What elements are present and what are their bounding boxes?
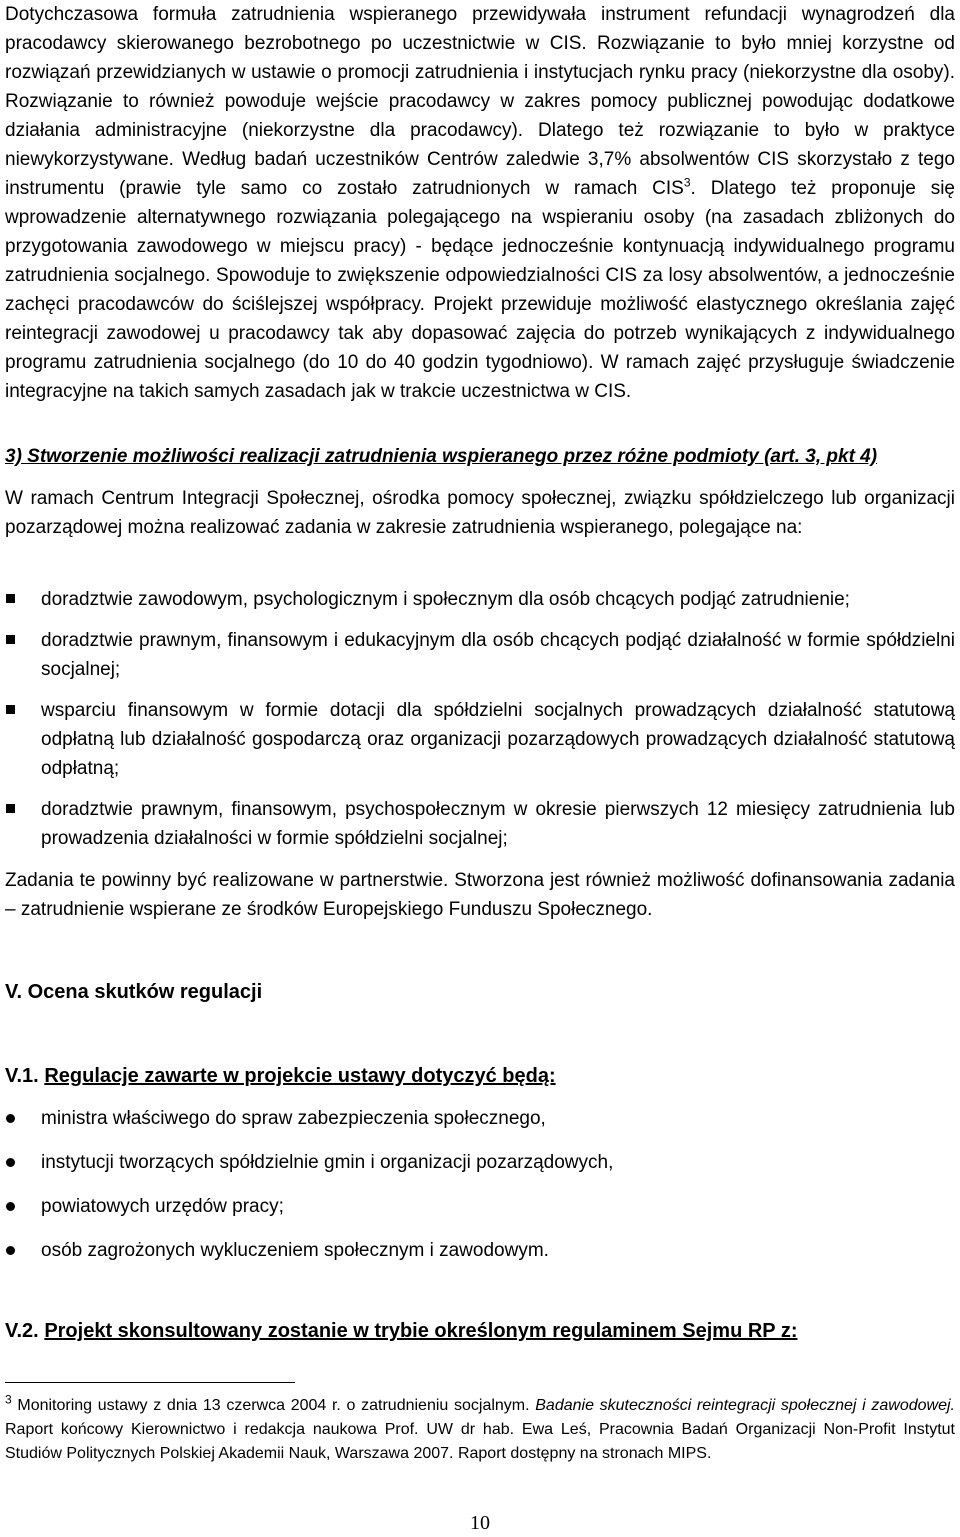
square-bullet-icon [6, 705, 15, 714]
section-v-heading: V. Ocena skutków regulacji [5, 981, 263, 1003]
page-number: 10 [470, 1512, 490, 1534]
paragraph-intro-text: Dotychczasowa formuła zatrudnienia wspieranego przewidywała instrument refundacji wynagrodzeń dla pracodawcy skierowanego bezrobotnego po uczestnictwie w CIS. Rozwiązanie to było mniej korzystne od rozwiązań przewidzianych w ustawie o promocji zatrudnienia i instytucjach rynku pracy (niekorzystne dla osoby). Rozwiązanie to również powoduje wejście pracodawcy w zakres pomocy publicznej powodując dodatkowe działania administracyjne (niekorzystne dla pracodawcy). Dlatego też rozwiązanie to było w praktyce niewykorzystywane. Według badań uczestników Centrów zaledwie 3,7% absolwentów CIS skorzystało z tego instrumentu (prawie tyle samo co zostało zatrudnionych w ramach CIS [5, 4, 955, 199]
round-bullet-icon [6, 1114, 15, 1123]
list-item [5, 585, 955, 614]
section-v1-list [5, 1104, 955, 1265]
section-3-closing: Zadania te powinny być realizowane w partnerstwie. Stworzona jest również możliwość dofinansowania zadania – zatrudnienie wspierane ze środków Europejskiego Funduszu Społecznego. [5, 870, 955, 920]
list-item-text: wsparciu finansowym w formie dotacji dla spółdzielni socjalnych prowadzących działalność statutową odpłatną lub działalność gospodarczą oraz organizacji pozarządowych prowadzących działalność statutową odpłatną; [41, 700, 955, 779]
footnote-text-continued: Raport końcowy Kierownictwo i redakcja naukowa Prof. UW dr hab. Ewa Leś, Pracownia Badań Organizacji Non-Profit Instytut Studiów Politycznych Polskiej Akademii Nauk, Warszawa 2007. Raport dostępny na stronach MIPS. [5, 1421, 955, 1462]
section-v2-title: Projekt skonsultowany zostanie w trybie określonym regulaminem Sejmu RP z: [44, 1320, 798, 1342]
list-item [5, 1236, 955, 1265]
section-3-heading: 3) Stworzenie możliwości realizacji zatrudnienia wspieranego przez różne podmioty (art. 3, pkt 4) [5, 446, 878, 467]
footnote-text: Monitoring ustawy z dnia 13 czerwca 2004 r. o zatrudnieniu socjalnym. [11, 1397, 536, 1414]
list-item [5, 1192, 955, 1221]
section-v1-number: V.1. [5, 1065, 39, 1087]
footnote [5, 1394, 955, 1466]
footnote-title: Badanie skuteczności reintegracji społecznej i zawodowej. [535, 1397, 955, 1414]
round-bullet-icon [6, 1246, 15, 1255]
paragraph-intro [5, 0, 955, 406]
list-item-text: doradztwie zawodowym, psychologicznym i społecznym dla osób chcących podjąć zatrudnienie; [41, 589, 850, 610]
square-bullet-icon [6, 594, 15, 603]
section-v2-heading [5, 1317, 798, 1346]
section-v2-number: V.2. [5, 1320, 39, 1342]
list-item-text: doradztwie prawnym, finansowym, psychospołecznym w okresie pierwszych 12 miesięcy zatrudnienia lub prowadzenia działalności w formie spółdzielni socjalnej; [41, 799, 955, 849]
footnote-divider [5, 1382, 295, 1383]
section-v1-heading [5, 1062, 556, 1091]
footnote-number: 3 [5, 1392, 12, 1407]
list-item-text: doradztwie prawnym, finansowym i edukacyjnym dla osób chcących podjąć działalność w formie spółdzielni socjalnej; [41, 630, 955, 680]
list-item-text: ministra właściwego do spraw zabezpieczenia społecznego, [41, 1108, 546, 1129]
list-item [5, 696, 955, 783]
list-item-text: osób zagrożonych wykluczeniem społecznym i zawodowym. [41, 1240, 549, 1261]
paragraph-intro-text-continued: . Dlatego też proponuje się wprowadzenie alternatywnego rozwiązania polegającego na wspieraniu osoby (na zasadach zbliżonych do przygotowania zawodowego w miejscu pracy) - będące jednocześnie kontynuacją indywidualnego programu zatrudnienia socjalnego. Spowoduje to zwiększenie odpowiedzialności CIS za losy absolwentów, a jednocześnie zachęci pracodawców do ściślejszej współpracy. Projekt przewiduje możliwość elastycznego określania zajęć reintegracji zawodowej u pracodawcy tak aby dopasować zajęcia do potrzeb wynikających z indywidualnego programu zatrudnienia socjalnego (do 10 do 40 godzin tygodniowo). W ramach zajęć przysługuje świadczenie integracyjne na takich samych zasadach jak w trakcie uczestnictwa w CIS. [5, 178, 955, 402]
square-bullet-icon [6, 635, 15, 644]
list-item [5, 626, 955, 684]
list-item [5, 1104, 955, 1133]
section-3-list [5, 585, 955, 853]
footnote-reference[interactable]: 3 [683, 175, 691, 190]
round-bullet-icon [6, 1158, 15, 1167]
round-bullet-icon [6, 1202, 15, 1211]
square-bullet-icon [6, 804, 15, 813]
list-item-text: instytucji tworzących spółdzielnie gmin i organizacji pozarządowych, [41, 1152, 614, 1173]
list-item [5, 795, 955, 853]
section-3-intro: W ramach Centrum Integracji Społecznej, ośrodka pomocy społecznej, związku spółdzielczego lub organizacji pozarządowej można realizować zadania w zakresie zatrudnienia wspieranego, polegające na: [5, 488, 955, 538]
section-v1-title: Regulacje zawarte w projekcie ustawy dotyczyć będą: [44, 1065, 556, 1087]
list-item-text: powiatowych urzędów pracy; [41, 1196, 284, 1217]
list-item [5, 1148, 955, 1177]
